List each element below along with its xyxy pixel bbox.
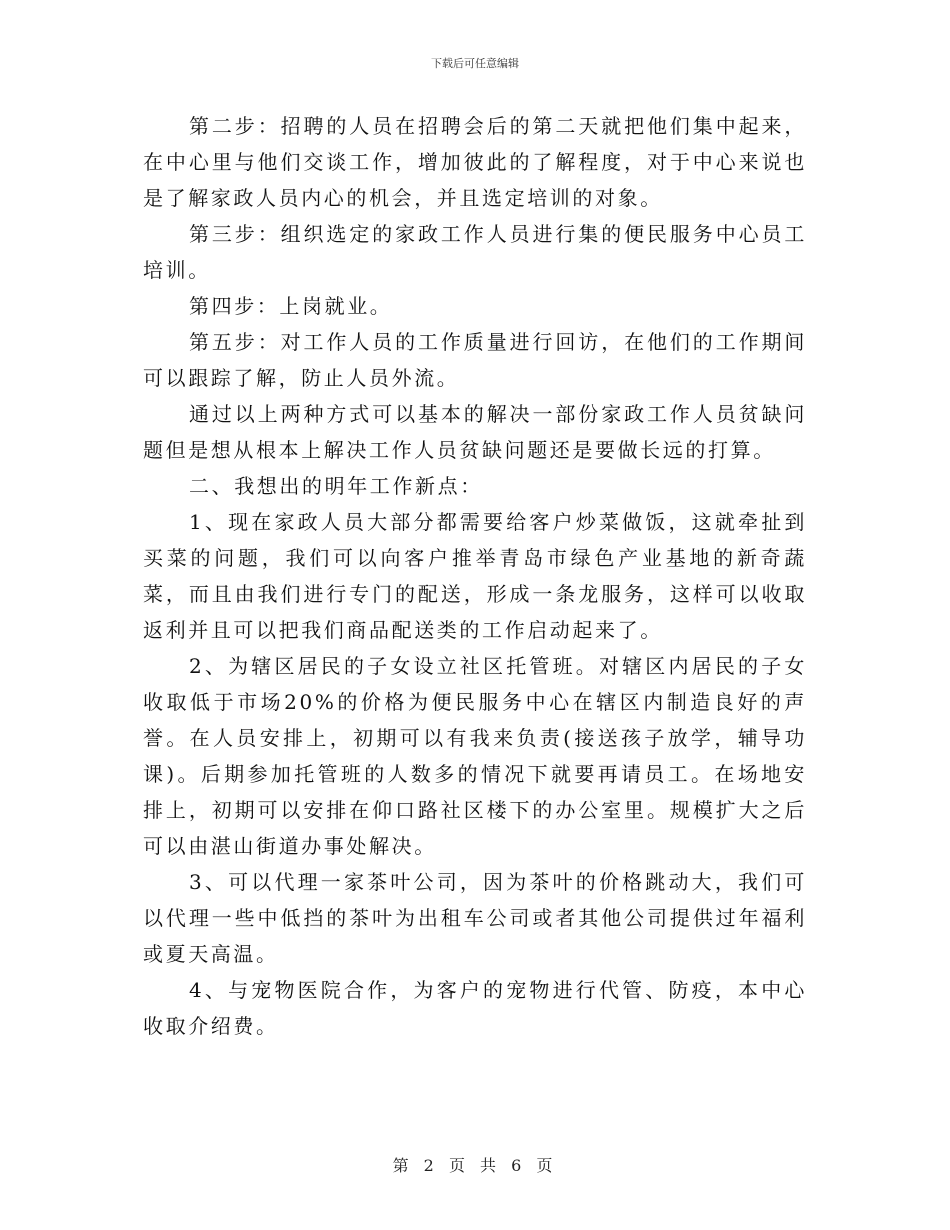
page-number: 第 2 页 共 6 页 bbox=[392, 1156, 558, 1175]
section-heading-new-ideas: 二、我想出的明年工作新点： bbox=[189, 474, 483, 498]
paragraph-summary: 通过以上两种方式可以基本的解决一部份家政工作人员贫缺问题但是想从根本上解决工作人员贫缺问题还是要做长远的打算。 bbox=[143, 402, 807, 462]
page-header-note: 下载后可任意编辑 bbox=[431, 57, 519, 70]
paragraph-step-four: 第四步：上岗就业。 bbox=[189, 294, 393, 318]
paragraph-idea-3: 3、可以代理一家茶叶公司，因为茶叶的价格跳动大，我们可以代理一些中低挡的茶叶为出租车公司或者其他公司提供过年福利或夏天高温。 bbox=[143, 870, 807, 966]
paragraph-step-three: 第三步：组织选定的家政工作人员进行集的便民服务中心员工培训。 bbox=[143, 222, 807, 282]
paragraph-idea-4: 4、与宠物医院合作，为客户的宠物进行代管、防疫，本中心收取介绍费。 bbox=[143, 978, 807, 1038]
paragraph-step-two: 第二步：招聘的人员在招聘会后的第二天就把他们集中起来，在中心里与他们交谈工作，增加彼此的了解程度，对于中心来说也是了解家政人员内心的机会，并且选定培训的对象。 bbox=[143, 114, 807, 210]
paragraph-idea-2: 2、为辖区居民的子女设立社区托管班。对辖区内居民的子女收取低于市场20%的价格为便民服务中心在辖区内制造良好的声誉。在人员安排上，初期可以有我来负责(接送孩子放学，辅导功课)。后期参加托管班的人数多的情况下就要再请员工。在场地安排上，初期可以安排在仰口路社区楼下的办公室里。规模扩大之后可以由湛山街道办事处解决。 bbox=[143, 654, 807, 858]
paragraph-idea-1: 1、现在家政人员大部分都需要给客户炒菜做饭，这就牵扯到买菜的问题，我们可以向客户推举青岛市绿色产业基地的新奇蔬菜，而且由我们进行专门的配送，形成一条龙服务，这样可以收取返利并且可以把我们商品配送类的工作启动起来了。 bbox=[143, 510, 807, 642]
paragraph-step-five: 第五步：对工作人员的工作质量进行回访，在他们的工作期间可以跟踪了解，防止人员外流。 bbox=[143, 330, 807, 390]
document-body bbox=[143, 108, 807, 1044]
